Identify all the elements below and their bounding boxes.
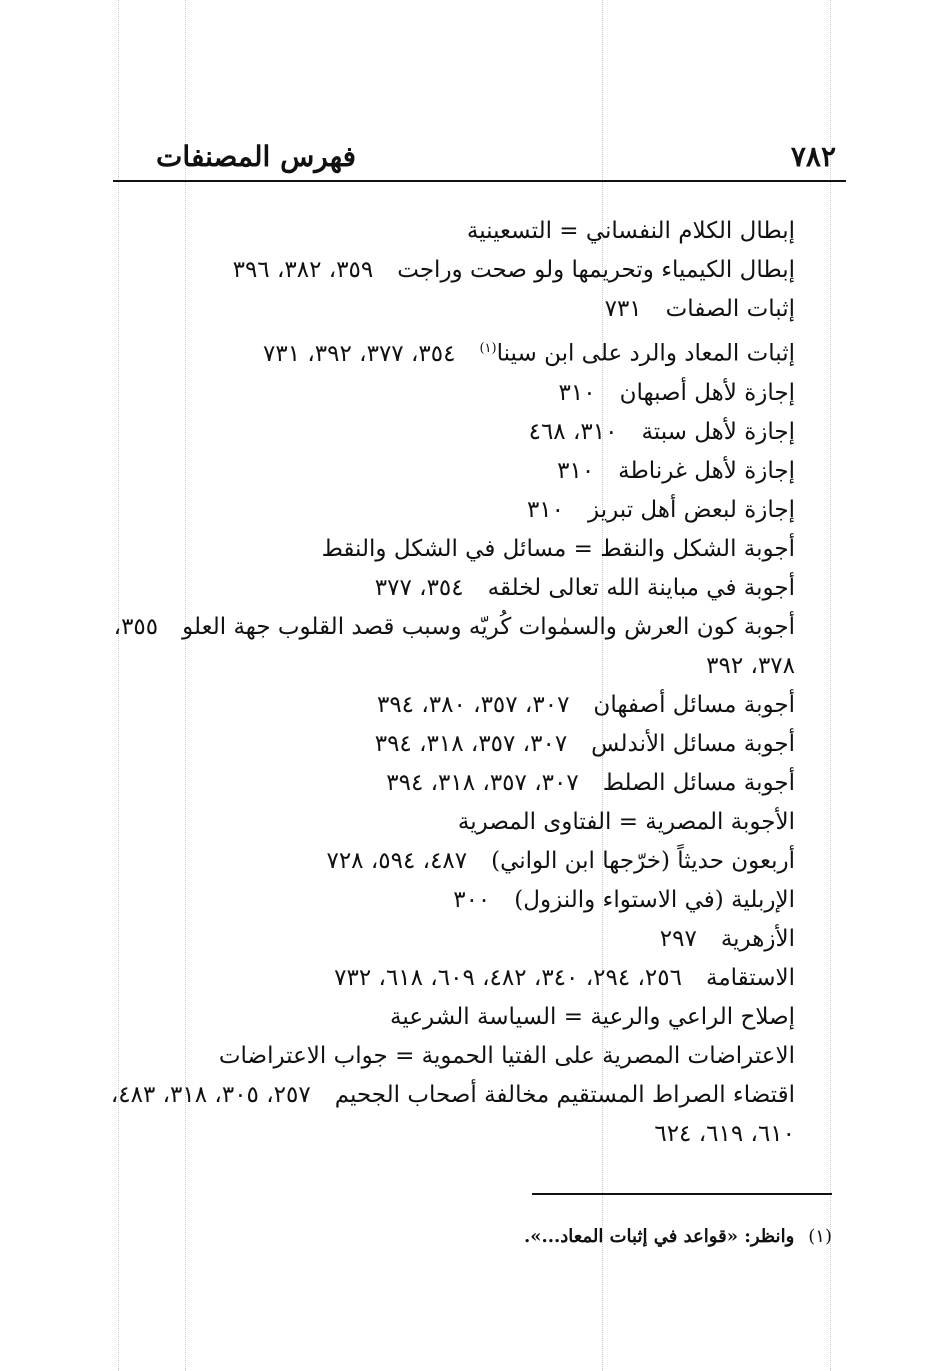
- entry-title: الأجوبة المصرية = الفتاوى المصرية: [457, 808, 795, 835]
- entry-pages: ٣١٠: [558, 379, 596, 406]
- entry-title: أجوبة كون العرش والسمٰوات كُريّه وسبب قصد القلوب جهة العلو: [182, 613, 795, 640]
- entry-title: إبطال الكلام النفساني = التسعينية: [466, 218, 795, 244]
- entry-title: الاستقامة: [705, 964, 795, 991]
- footnote-marker: (١): [479, 341, 497, 356]
- entry-title: أجوبة في مباينة الله تعالى لخلقه: [487, 574, 795, 601]
- index-entry: [105, 452, 795, 491]
- index-entry: [105, 491, 795, 530]
- entry-pages: ٣١٠، ٤٦٨: [528, 418, 618, 445]
- entry-title: أجوبة مسائل الأندلس: [591, 730, 795, 757]
- entry-pages: ٣٥٤، ٣٧٧: [374, 574, 464, 601]
- entry-title: أربعون حديثاً (خرّجها ابن الواني): [491, 847, 795, 874]
- index-entry: [105, 413, 795, 452]
- index-entry: [105, 881, 795, 920]
- entry-title: إجازة لأهل سبتة: [641, 418, 795, 445]
- index-entry: [105, 212, 795, 251]
- page-title: فهرس المصنفات: [156, 140, 356, 173]
- entry-title: اقتضاء الصراط المستقيم مخالفة أصحاب الجحيم: [334, 1081, 795, 1108]
- index-entry: [105, 842, 795, 881]
- index-entry: [105, 290, 795, 329]
- index-entry: [105, 686, 795, 725]
- index-entry: [105, 608, 795, 686]
- index-list: [105, 212, 795, 1154]
- entry-title: إبطال الكيمياء وتحريمها ولو صحت وراجت: [397, 257, 795, 283]
- entry-title: الاعتراضات المصرية على الفتيا الحموية = جواب الاعتراضات: [218, 1042, 795, 1069]
- index-entry: [105, 803, 795, 842]
- entry-title: أجوبة مسائل أصفهان: [593, 691, 795, 718]
- entry-pages: ٣٥٤، ٣٧٧، ٣٩٢، ٧٣١: [263, 340, 456, 367]
- index-entry: [105, 725, 795, 764]
- index-entry: [105, 920, 795, 959]
- footnote-number: (١): [808, 1226, 832, 1247]
- footnote: [524, 1226, 832, 1247]
- entry-title: إجازة لأهل أصبهان: [619, 379, 795, 406]
- entry-pages: ٤٨٧، ٥٩٤، ٧٢٨: [326, 847, 468, 874]
- page-header: [113, 140, 846, 182]
- entry-pages: ٣٠٧، ٣٥٧، ٣١٨، ٣٩٤: [374, 730, 568, 757]
- entry-title: إجازة لأهل غرناطة: [618, 457, 795, 484]
- page-number: ٧٨٢: [790, 140, 836, 173]
- index-entry: [105, 1076, 795, 1154]
- entry-title: إثبات المعاد والرد على ابن سينا: [496, 340, 795, 367]
- index-entry: [105, 569, 795, 608]
- entry-title: إثبات الصفات: [665, 296, 795, 322]
- index-entry: [105, 530, 795, 569]
- footnote-text: وانظر: «قواعد في إثبات المعاد...».: [523, 1226, 795, 1247]
- entry-title: الإربلية (في الاستواء والنزول): [514, 886, 795, 913]
- entry-pages: ٣٠٧، ٣٥٧، ٣٨٠، ٣٩٤: [376, 691, 570, 718]
- entry-pages: ٣١٠: [557, 457, 595, 484]
- index-entry: [105, 251, 795, 290]
- index-entry: [105, 764, 795, 803]
- entry-pages: ٢٥٦، ٢٩٤، ٣٤٠، ٤٨٢، ٦٠٩، ٦١٨، ٧٣٢: [334, 964, 682, 991]
- footnote-divider: [532, 1193, 832, 1195]
- entry-pages: ٣٥٩، ٣٨٢، ٣٩٦: [232, 257, 374, 283]
- entry-title: الأزهرية: [720, 925, 795, 952]
- entry-title: أجوبة مسائل الصلط: [602, 769, 795, 796]
- index-entry: [105, 959, 795, 998]
- entry-pages: ٢٥٧، ٣٠٥، ٣١٨، ٤٨٣، ٦١٠، ٦١٩، ٦٢٤: [110, 1081, 795, 1147]
- index-entry: [105, 329, 795, 374]
- index-entry: [105, 1037, 795, 1076]
- entry-pages: ٧٣١: [604, 296, 642, 322]
- entry-title: إصلاح الراعي والرعية = السياسة الشرعية: [390, 1003, 795, 1030]
- entry-pages: ٣٠٠: [453, 886, 491, 913]
- dotted-guide: [830, 0, 831, 1371]
- entry-pages: ٣٥٥، ٣٧٨، ٣٩٢: [113, 613, 795, 679]
- entry-title: إجازة لبعض أهل تبريز: [588, 496, 795, 523]
- entry-pages: ٣٠٧، ٣٥٧، ٣١٨، ٣٩٤: [386, 769, 579, 796]
- entry-title: أجوبة الشكل والنقط = مسائل في الشكل والنقط: [321, 535, 795, 562]
- entry-pages: ٢٩٧: [659, 925, 697, 952]
- index-entry: [105, 998, 795, 1037]
- entry-pages: ٣١٠: [526, 496, 564, 523]
- index-entry: [105, 374, 795, 413]
